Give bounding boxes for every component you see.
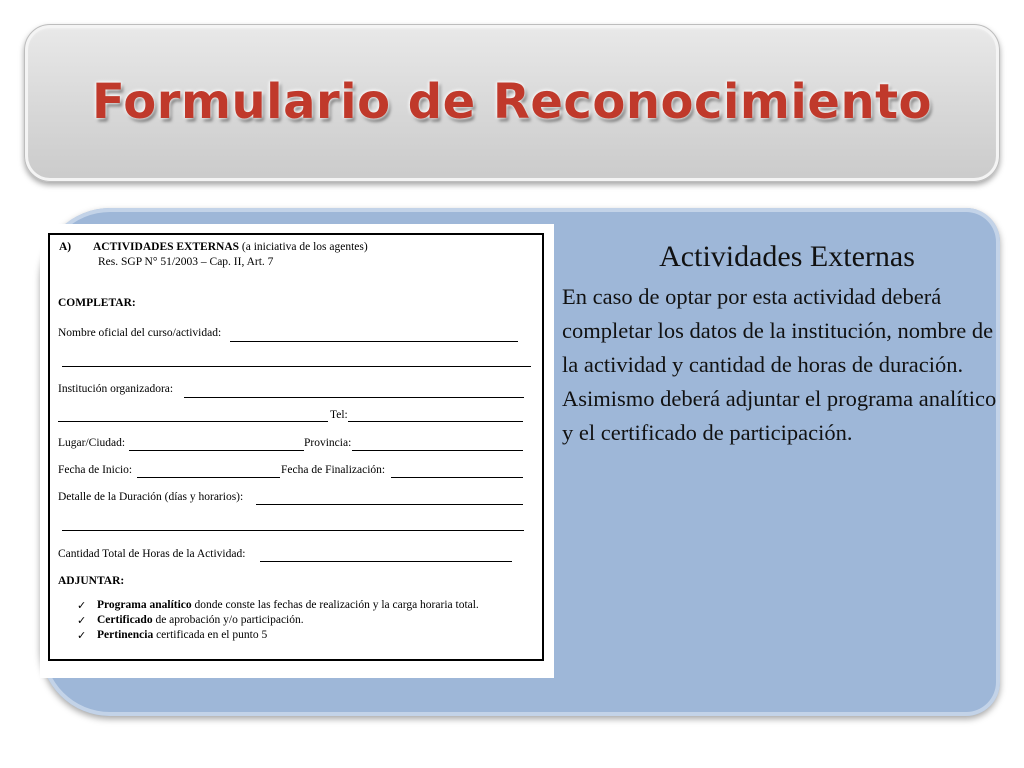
check-icon: ✓ bbox=[77, 630, 87, 642]
course-name-label: Nombre oficial del curso/actividad: bbox=[58, 327, 222, 339]
adjuntar-label: ADJUNTAR: bbox=[58, 575, 125, 587]
start-date-line bbox=[137, 477, 280, 478]
start-date-label: Fecha de Inicio: bbox=[58, 464, 133, 476]
duration-detail-label: Detalle de la Duración (días y horarios): bbox=[58, 491, 244, 503]
attachment-item bbox=[97, 599, 479, 611]
check-icon: ✓ bbox=[77, 615, 87, 627]
total-hours-line bbox=[260, 561, 512, 562]
attachment-rest: certificada en el punto 5 bbox=[153, 629, 268, 641]
attachment-rest: de aprobación y/o participación. bbox=[152, 614, 304, 626]
attachment-item bbox=[97, 614, 304, 626]
section-title: ACTIVIDADES EXTERNAS bbox=[93, 241, 240, 253]
attachment-rest: donde conste las fechas de realización y la carga horaria total. bbox=[191, 599, 479, 611]
province-label: Provincia: bbox=[304, 437, 352, 449]
form-frame bbox=[48, 233, 544, 661]
end-date-label: Fecha de Finalización: bbox=[281, 464, 386, 476]
institution-line bbox=[184, 397, 524, 398]
check-icon: ✓ bbox=[77, 600, 87, 612]
slide-title: Formulario de Reconocimiento bbox=[91, 74, 933, 130]
end-date-line bbox=[391, 477, 523, 478]
resolution-text: Res. SGP N° 51/2003 – Cap. II, Art. 7 bbox=[98, 256, 274, 268]
tel-line bbox=[348, 421, 523, 422]
tel-label: Tel: bbox=[330, 409, 348, 421]
attachment-item bbox=[97, 629, 267, 641]
institution-label: Institución organizadora: bbox=[58, 383, 174, 395]
course-name-line-2 bbox=[62, 366, 531, 367]
side-text-block bbox=[562, 240, 1002, 450]
section-subtitle: (a iniciativa de los agentes) bbox=[241, 241, 368, 253]
duration-detail-line bbox=[256, 504, 523, 505]
attachment-bold: Certificado bbox=[97, 614, 153, 626]
province-line bbox=[352, 450, 523, 451]
city-line bbox=[129, 450, 304, 451]
total-hours-label: Cantidad Total de Horas de la Actividad: bbox=[58, 548, 246, 560]
institution-line-2 bbox=[58, 421, 328, 422]
side-body-text: En caso de optar por esta actividad deberá completar los datos de la institución, nombre de la actividad y cantidad de horas de duración. Asimismo deberá adjuntar el programa analítico y el certificado de participación. bbox=[562, 284, 997, 445]
side-heading: Actividades Externas bbox=[659, 240, 915, 273]
section-letter: A) bbox=[59, 241, 72, 253]
section-heading bbox=[93, 241, 368, 253]
duration-detail-line-2 bbox=[62, 530, 524, 531]
form-image bbox=[40, 224, 554, 678]
attachment-bold: Pertinencia bbox=[97, 629, 154, 641]
city-label: Lugar/Ciudad: bbox=[58, 437, 126, 449]
completar-label: COMPLETAR: bbox=[58, 297, 136, 309]
attachment-bold: Programa analítico bbox=[97, 599, 192, 611]
course-name-line bbox=[230, 341, 518, 342]
